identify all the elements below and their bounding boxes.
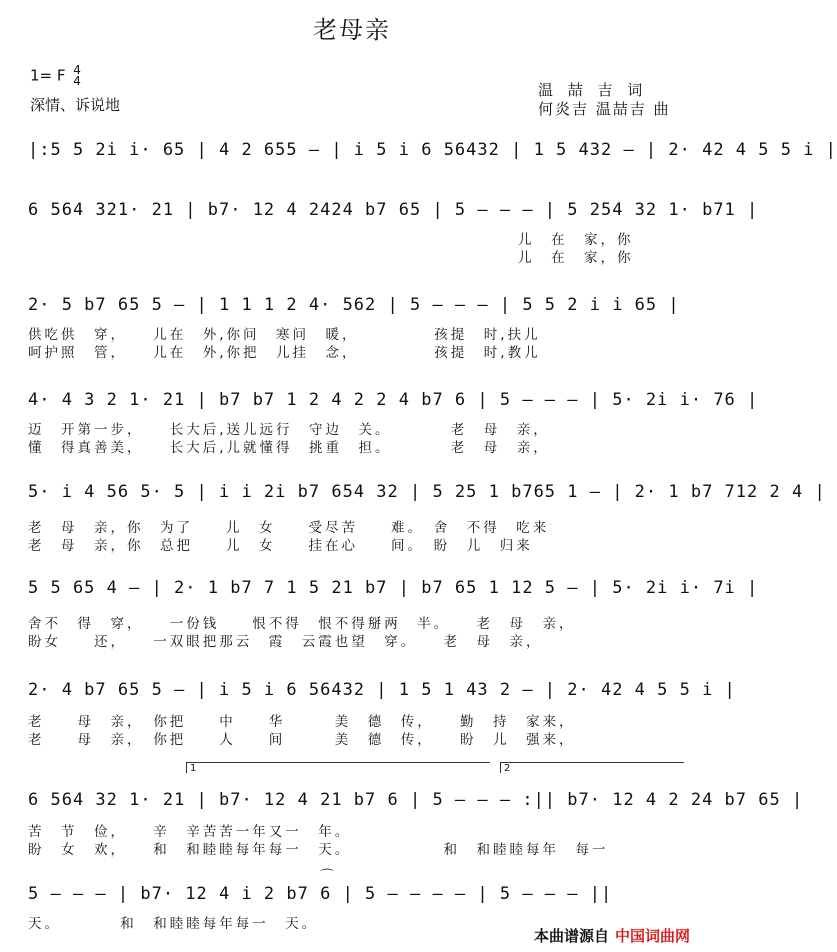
- notation-line: 2· 5 b7 65 5 — | 1 1 1 2 4· 562 | 5 — — — | 5 5 2 i i 65 |: [28, 295, 680, 315]
- expression-marking: 深情、诉说地: [30, 96, 121, 114]
- first-ending-bracket: [186, 762, 490, 773]
- lyric-line-2: 老 母 亲， 你把 人 间 美 德 传， 盼 儿 强来，: [28, 732, 576, 748]
- lyric-line-2: 懂 得真善美， 长大后,儿就懂得 挑重 担。 老 母 亲，: [28, 440, 550, 456]
- second-ending-number: 2: [504, 763, 511, 774]
- second-ending-bracket: [500, 762, 684, 773]
- notation-line: 6 564 32 1· 21 | b7· 12 4 21 b7 6 | 5 — — — :|| b7· 12 4 2 24 b7 65 |: [28, 790, 804, 810]
- lyric-line-2: 盼女 还， 一双眼把那云 霞 云霞也望 穿。 老 母 亲，: [28, 634, 543, 650]
- notation-line: |:5 5 2i i· 65 | 4 2 655 — | i 5 i 6 56432 | 1 5 432 — | 2· 42 4 5 5 i |: [28, 140, 837, 160]
- staff-system-6: [28, 578, 759, 650]
- key-signature: [30, 65, 81, 87]
- source-footer: [534, 925, 690, 946]
- time-denominator: 4: [73, 74, 81, 88]
- staff-system-2: [28, 200, 759, 270]
- lyric-line-1: 老 母 亲， 你把 中 华 美 德 传， 勤 持 家来，: [28, 714, 576, 730]
- lyricist-credit: 温 喆 吉 词: [538, 81, 648, 99]
- notation-line: 5· i 4 56 5· 5 | i i 2i b7 654 32 | 5 25 1 b765 1 — | 2· 1 b7 712 2 4 |: [28, 482, 826, 502]
- source-label: 本曲谱源自: [533, 927, 609, 945]
- lyric-line-1: 苦 节 俭， 辛 辛苦苦一年又一 年。: [28, 824, 352, 840]
- staff-system-3: [28, 295, 684, 365]
- lyric-line-1: 舍不 得 穿， 一份钱 恨不得 恨不得掰两 半。 老 母 亲，: [28, 616, 576, 632]
- song-title: 老母亲: [313, 16, 391, 44]
- key-label: 1= F: [30, 66, 66, 85]
- first-ending-number: 1: [190, 763, 197, 774]
- lyric-line-2: 老 母 亲，你 总把 儿 女 挂在心 间。 盼 儿 归来: [28, 538, 533, 554]
- time-signature: [73, 65, 81, 87]
- notation-line: 2· 4 b7 65 5 — | i 5 i 6 56432 | 1 5 1 43 2 — | 2· 42 4 5 5 i |: [28, 680, 736, 700]
- lyric-line-2: 盼 女 欢， 和 和睦睦每年每一 天。 和 和睦睦每年 每一: [28, 842, 609, 858]
- notation-line: 4· 4 3 2 1· 21 | b7 b7 1 2 4 2 2 4 b7 6 | 5 — — — | 5· 2i i· 76 |: [28, 390, 759, 410]
- staff-system-4: [28, 390, 759, 460]
- lyric-line-2: 呵护照 管， 儿在 外,你把 儿挂 念， 孩提 时,教儿: [28, 345, 541, 361]
- time-numerator: 4: [73, 63, 81, 77]
- lyric-line-2: 儿 在 家，你: [518, 250, 634, 266]
- staff-system-1: [28, 140, 837, 180]
- notation-line: 5 5 65 4 — | 2· 1 b7 7 1 5 21 b7 | b7 65 1 12 5 — | 5· 2i i· 7i |: [28, 578, 759, 598]
- lyric-line-1: 供吃供 穿， 儿在 外,你问 寒问 暖， 孩提 时,扶儿: [28, 327, 541, 343]
- notation-line: 6 564 321· 21 | b7· 12 4 2424 b7 65 | 5 — — — | 5 254 32 1· b71 |: [28, 200, 759, 220]
- site-link[interactable]: 中国词曲网: [614, 927, 690, 945]
- lyric-line-1: 儿 在 家，你: [518, 232, 634, 248]
- fermata-icon: ⌒: [320, 869, 334, 885]
- lyric-line-1: 天。 和 和睦睦每年每一 天。: [28, 916, 319, 932]
- composer-credit: 何炎吉 温喆吉 曲: [538, 100, 671, 118]
- notation-line: 5 — — — | b7· 12 4 i 2 b7 6 | 5 — — — — | 5 — — — ||: [28, 884, 613, 904]
- staff-system-5: [28, 482, 826, 554]
- lyric-line-1: 迈 开第一步， 长大后,送儿远行 守边 关。 老 母 亲，: [28, 422, 550, 438]
- staff-system-7: [28, 680, 736, 750]
- lyric-line-1: 老 母 亲，你 为了 儿 女 受尽苦 难。 舍 不得 吃来: [28, 520, 550, 536]
- staff-system-8: [28, 790, 804, 860]
